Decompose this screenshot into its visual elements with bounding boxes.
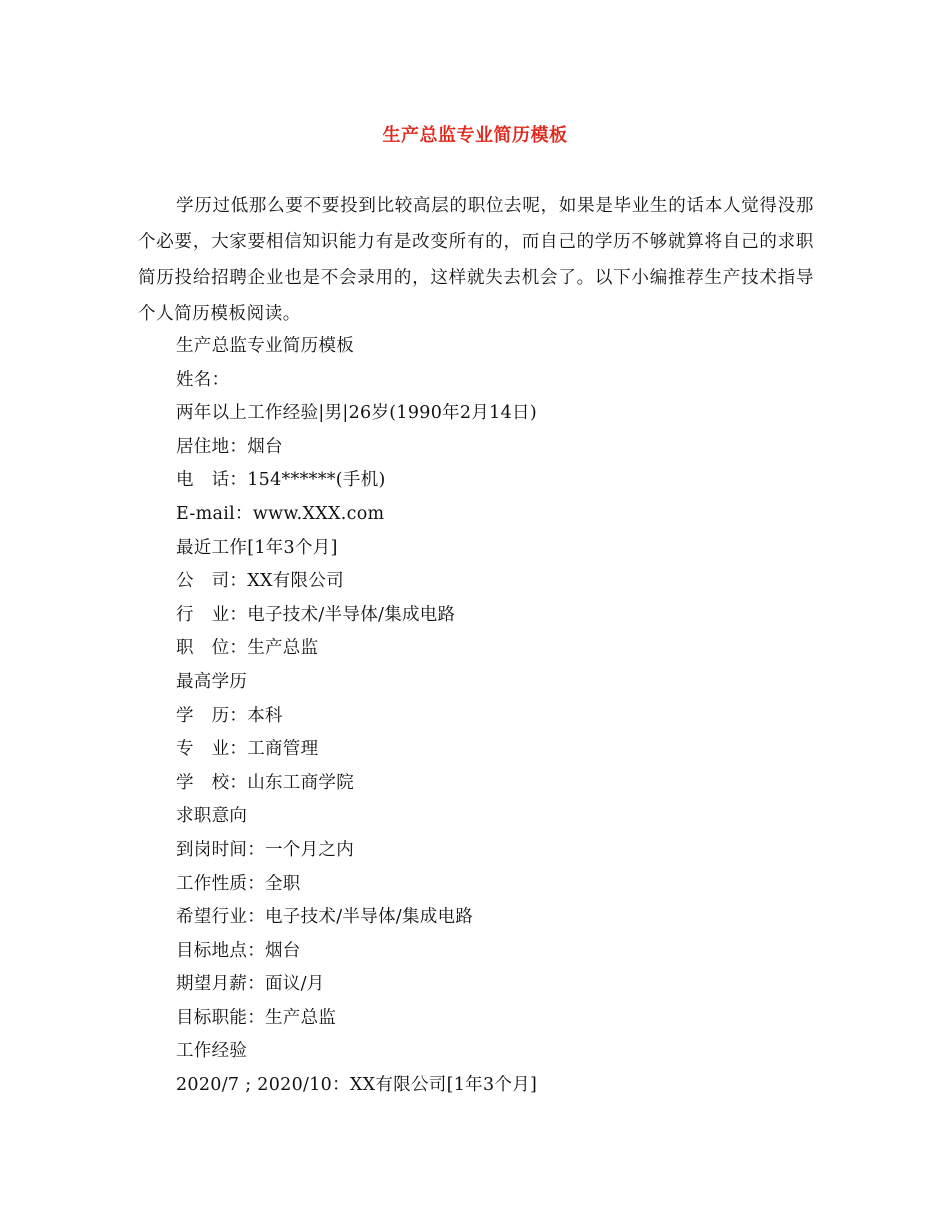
experience-summary-line: 两年以上工作经验|男|26岁(1990年2月14日) [176,403,537,424]
document-title: 生产总监专业简历模板 [382,125,568,146]
recent-work-heading: 最近工作[1年3个月] [176,537,338,558]
resume-lines [176,330,826,1103]
residence-line: 居住地：烟台 [176,436,283,457]
position-line: 职 位：生产总监 [176,638,319,659]
school-line: 学 校：山东工商学院 [176,772,354,793]
intro-paragraph: 学历过低那么要不要投到比较高层的职位去呢，如果是毕业生的话本人觉得没那个必要，大家要相信知识能力有是改变所有的，而自己的学历不够就算将自己的求职简历投给招聘企业也是不会录用的，这样就失去机会了。以下小编推荐生产技术指导个人简历模板阅读。 [138,196,814,324]
job-intent-heading: 求职意向 [176,806,248,827]
desired-industry-line: 希望行业：电子技术/半导体/集成电路 [176,907,474,928]
degree-line: 学 历：本科 [176,705,283,726]
work-experience-heading: 工作经验 [176,1041,248,1062]
phone-line: 电 话：154******(手机) [176,470,386,491]
job-type-line: 工作性质：全职 [176,873,301,894]
name-line: 姓名： [176,369,230,390]
company-line: 公 司：XX有限公司 [176,571,344,592]
industry-line: 行 业：电子技术/半导体/集成电路 [176,604,456,625]
education-heading: 最高学历 [176,671,248,692]
availability-line: 到岗时间：一个月之内 [176,839,354,860]
email-line: E-mail：www.XXX.com [176,503,385,524]
section-heading: 生产总监专业简历模板 [176,336,354,356]
work-experience-entry: 2020/7 ; 2020/10：XX有限公司[1年3个月] [176,1075,538,1096]
target-function-line: 目标职能：生产总监 [176,1007,337,1028]
expected-salary-line: 期望月薪：面议/月 [176,974,325,995]
major-line: 专 业：工商管理 [176,739,319,760]
target-location-line: 目标地点：烟台 [176,940,301,961]
